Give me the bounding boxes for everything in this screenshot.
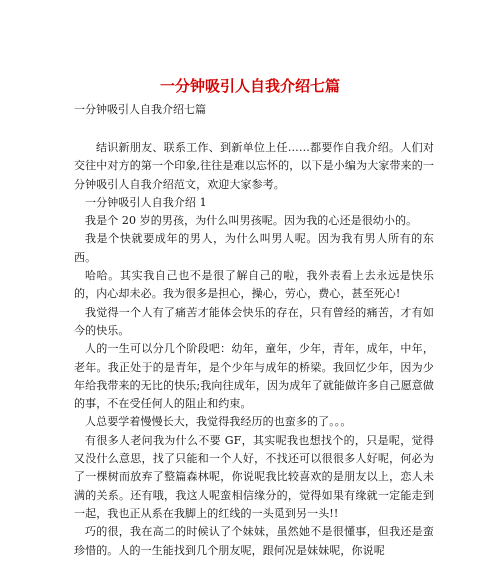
body-paragraph: 巧的很，我在高二的时候认了个妹妹，虽然她不是很懂事，但我还是蛮珍惜的。人的一生能找到几个朋友呢，跟何况是妹妹呢，你说呢: [74, 525, 434, 557]
body-paragraph: 人总要学着慢慢长大，我觉得我经历的也蛮多的了。。。: [85, 415, 352, 429]
document-title: 一分钟吸引人自我介绍七篇: [159, 77, 340, 95]
body-paragraph: 哈哈。其实我自己也不是很了解自己的啦，我外表看上去永远是快乐的，内心却未必。我为很多是担心，操心，劳心，费心，甚至死心!: [74, 269, 434, 301]
body-paragraph: 有很多人老问我为什么不要 GF，其实呢我也想找个的，只是呢，觉得又没什么意思，找了只能和一个人好，不找还可以很很多人好呢，何必为了一棵树而放弃了整篇森林呢，你说呢我比较喜欢的是朋友以上，恋人未满的关系。还有哦，我这人呢蛮相信缘分的，觉得如果有缘就一定能走到一起，我也正从系在我脚上的红线的一头觅到另一头!!: [74, 433, 434, 520]
document-body: [74, 139, 434, 560]
document-subtitle: 一分钟吸引人自我介绍七篇: [74, 103, 206, 116]
body-paragraph: 我是个快就要成年的男人，为什么叫男人呢。因为我有男人所有的东西。: [74, 232, 434, 264]
body-paragraph: 我是个 20 岁的男孩，为什么叫男孩呢。因为我的心还是很幼小的。: [85, 214, 418, 228]
intro-paragraph: 结识新朋友、联系工作、到新单位上任……都要作自我介绍。人们对交往中对方的第一个印象,往往是难以忘怀的，以下是小编为大家带来的一分钟吸引人自我介绍范文，欢迎大家参考。: [74, 141, 434, 191]
body-paragraph: 我觉得一个人有了痛苦才能体会快乐的存在，只有曾经的痛苦，才有如今的快乐。: [74, 305, 434, 337]
section-heading: 一分钟吸引人自我介绍 1: [85, 195, 207, 209]
body-paragraph: 人的一生可以分几个阶段吧：幼年，童年，少年，青年，成年，中年，老年。我正处于的是青年，是个少年与成年的桥梁。我回忆少年，因为少年给我带来的无比的快乐;我向往成年，因为成年了就能做许多自己愿意做的事，不在受任何人的阻止和约束。: [74, 342, 434, 411]
